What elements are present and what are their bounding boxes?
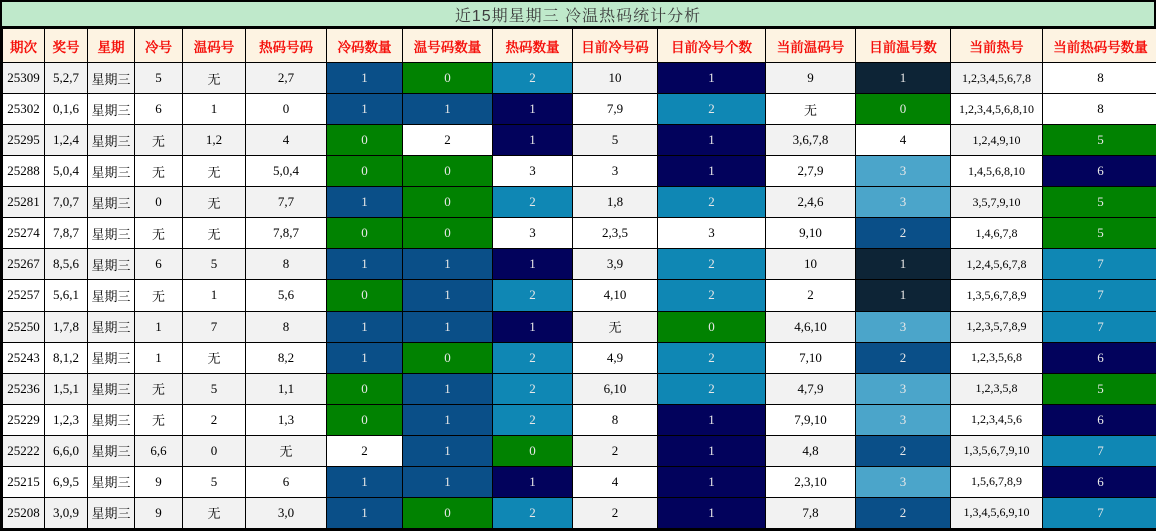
count-cell: 1 — [327, 187, 403, 218]
count-cell: 2 — [856, 218, 951, 249]
count-cell: 8 — [1043, 94, 1156, 125]
table-cell: 1,2,3,5,8 — [951, 373, 1043, 404]
table-cell: 4 — [246, 125, 327, 156]
table-cell: 6 — [246, 466, 327, 497]
table-cell: 1,4,6,7,8 — [951, 218, 1043, 249]
count-cell: 1 — [493, 94, 573, 125]
table-cell: 1,2,3,4,5,6,8,10 — [951, 94, 1043, 125]
table-cell: 1 — [135, 342, 183, 373]
count-cell: 0 — [403, 156, 493, 187]
count-cell: 5 — [1043, 187, 1156, 218]
statistics-table — [2, 28, 1156, 529]
table-cell: 4,10 — [573, 280, 658, 311]
column-header: 热码数量 — [493, 29, 573, 63]
table-cell: 星期三 — [88, 125, 135, 156]
table-cell: 无 — [135, 125, 183, 156]
table-cell: 0,1,6 — [45, 94, 88, 125]
table-row — [3, 280, 1156, 311]
count-cell: 3 — [856, 404, 951, 435]
table-cell: 6,9,5 — [45, 466, 88, 497]
table-cell: 9 — [135, 466, 183, 497]
column-header: 冷码数量 — [327, 29, 403, 63]
table-cell: 7,10 — [766, 342, 856, 373]
table-cell: 4,7,9 — [766, 373, 856, 404]
count-cell: 2 — [493, 342, 573, 373]
count-cell: 2 — [493, 373, 573, 404]
table-cell: 25250 — [3, 311, 45, 342]
table-cell: 1,2,3,4,5,6,7,8 — [951, 63, 1043, 94]
table-cell: 星期三 — [88, 63, 135, 94]
count-cell: 1 — [403, 280, 493, 311]
count-cell: 3 — [856, 187, 951, 218]
count-cell: 0 — [327, 404, 403, 435]
table-row — [3, 466, 1156, 497]
table-cell: 25208 — [3, 497, 45, 528]
table-cell: 5 — [573, 125, 658, 156]
table-row — [3, 342, 1156, 373]
table-cell: 5,0,4 — [45, 156, 88, 187]
table-cell: 无 — [135, 373, 183, 404]
count-cell: 1 — [327, 94, 403, 125]
count-cell: 1 — [856, 63, 951, 94]
table-row — [3, 373, 1156, 404]
table-cell: 星期三 — [88, 94, 135, 125]
count-cell: 1 — [327, 466, 403, 497]
table-row — [3, 125, 1156, 156]
count-cell: 6 — [1043, 156, 1156, 187]
count-cell: 6 — [1043, 404, 1156, 435]
table-cell: 8 — [573, 404, 658, 435]
count-cell: 7 — [1043, 497, 1156, 528]
table-cell: 星期三 — [88, 218, 135, 249]
table-cell: 25274 — [3, 218, 45, 249]
table-row — [3, 94, 1156, 125]
count-cell: 5 — [1043, 125, 1156, 156]
count-cell: 7 — [1043, 311, 1156, 342]
table-cell: 1,8 — [573, 187, 658, 218]
count-cell: 2 — [658, 373, 766, 404]
table-row — [3, 435, 1156, 466]
table-cell: 25243 — [3, 342, 45, 373]
count-cell: 3 — [493, 156, 573, 187]
count-cell: 5 — [1043, 373, 1156, 404]
count-cell: 5 — [1043, 218, 1156, 249]
count-cell: 2 — [856, 342, 951, 373]
table-cell: 3,0 — [246, 497, 327, 528]
table-cell: 25257 — [3, 280, 45, 311]
table-row — [3, 187, 1156, 218]
column-header: 目前冷号个数 — [658, 29, 766, 63]
table-cell: 无 — [183, 218, 246, 249]
table-row — [3, 497, 1156, 528]
table-cell: 2 — [573, 435, 658, 466]
table-cell: 无 — [183, 497, 246, 528]
count-cell: 1 — [403, 94, 493, 125]
table-cell: 1 — [183, 94, 246, 125]
table-cell: 2 — [766, 280, 856, 311]
table-cell: 8 — [246, 311, 327, 342]
count-cell: 6 — [1043, 466, 1156, 497]
count-cell: 2 — [327, 435, 403, 466]
count-cell: 2 — [658, 249, 766, 280]
count-cell: 0 — [403, 218, 493, 249]
column-header: 奖号 — [45, 29, 88, 63]
table-cell: 9 — [135, 497, 183, 528]
count-cell: 2 — [493, 187, 573, 218]
count-cell: 3 — [493, 218, 573, 249]
column-header: 目前温号数 — [856, 29, 951, 63]
table-cell: 1,2,3,4,5,6 — [951, 404, 1043, 435]
table-cell: 10 — [573, 63, 658, 94]
table-cell: 2,4,6 — [766, 187, 856, 218]
count-cell: 1 — [327, 497, 403, 528]
table-cell: 4,6,10 — [766, 311, 856, 342]
count-cell: 4 — [856, 125, 951, 156]
title-bar — [2, 2, 1154, 28]
table-cell: 6,6 — [135, 435, 183, 466]
table-cell: 星期三 — [88, 280, 135, 311]
count-cell: 1 — [658, 156, 766, 187]
table-cell: 4 — [573, 466, 658, 497]
count-cell: 0 — [403, 497, 493, 528]
table-cell: 星期三 — [88, 404, 135, 435]
count-cell: 3 — [856, 311, 951, 342]
table-cell: 1,5,1 — [45, 373, 88, 404]
table-cell: 7,8 — [766, 497, 856, 528]
table-cell: 8 — [246, 249, 327, 280]
table-cell: 1,1 — [246, 373, 327, 404]
table-row — [3, 218, 1156, 249]
table-cell: 6,6,0 — [45, 435, 88, 466]
count-cell: 1 — [403, 404, 493, 435]
table-cell: 8,2 — [246, 342, 327, 373]
table-cell: 6 — [135, 249, 183, 280]
count-cell: 1 — [403, 466, 493, 497]
count-cell: 2 — [493, 404, 573, 435]
table-cell: 1 — [135, 311, 183, 342]
table-cell: 25281 — [3, 187, 45, 218]
table-cell: 10 — [766, 249, 856, 280]
table-cell: 星期三 — [88, 156, 135, 187]
table-cell: 25229 — [3, 404, 45, 435]
count-cell: 0 — [856, 94, 951, 125]
table-cell: 7 — [183, 311, 246, 342]
table-cell: 7,8,7 — [45, 218, 88, 249]
table-cell: 25288 — [3, 156, 45, 187]
table-cell: 9,10 — [766, 218, 856, 249]
count-cell: 1 — [403, 373, 493, 404]
table-cell: 25222 — [3, 435, 45, 466]
table-cell: 8,1,2 — [45, 342, 88, 373]
table-cell: 1 — [183, 280, 246, 311]
table-cell: 4,9 — [573, 342, 658, 373]
table-cell: 0 — [135, 187, 183, 218]
count-cell: 7 — [1043, 249, 1156, 280]
page-title: 近15期星期三 冷温热码统计分析 — [454, 7, 702, 25]
table-cell: 1,2 — [183, 125, 246, 156]
count-cell: 2 — [493, 280, 573, 311]
count-cell: 1 — [327, 63, 403, 94]
table-cell: 2 — [573, 497, 658, 528]
count-cell: 2 — [856, 497, 951, 528]
table-cell: 1,3 — [246, 404, 327, 435]
column-header: 当前温码号 — [766, 29, 856, 63]
count-cell: 1 — [856, 249, 951, 280]
table-cell: 1,2,4 — [45, 125, 88, 156]
table-cell: 1,4,5,6,8,10 — [951, 156, 1043, 187]
count-cell: 1 — [327, 249, 403, 280]
table-cell: 2,3,10 — [766, 466, 856, 497]
table-cell: 星期三 — [88, 435, 135, 466]
count-cell: 0 — [658, 311, 766, 342]
count-cell: 0 — [327, 280, 403, 311]
table-cell: 5 — [183, 373, 246, 404]
count-cell: 1 — [327, 311, 403, 342]
table-cell: 2 — [183, 404, 246, 435]
table-cell: 2,3,5 — [573, 218, 658, 249]
table-cell: 5 — [183, 466, 246, 497]
count-cell: 3 — [856, 466, 951, 497]
count-cell: 0 — [327, 156, 403, 187]
count-cell: 1 — [658, 435, 766, 466]
table-cell: 无 — [246, 435, 327, 466]
column-header: 期次 — [3, 29, 45, 63]
count-cell: 2 — [493, 63, 573, 94]
table-cell: 25215 — [3, 466, 45, 497]
count-cell: 1 — [658, 404, 766, 435]
table-cell: 3,5,7,9,10 — [951, 187, 1043, 218]
count-cell: 1 — [493, 466, 573, 497]
table-cell: 无 — [135, 156, 183, 187]
table-cell: 2,7 — [246, 63, 327, 94]
count-cell: 0 — [403, 342, 493, 373]
count-cell: 3 — [658, 218, 766, 249]
table-cell: 6,10 — [573, 373, 658, 404]
table-row — [3, 311, 1156, 342]
table-cell: 8,5,6 — [45, 249, 88, 280]
count-cell: 1 — [327, 342, 403, 373]
table-cell: 1,3,5,6,7,9,10 — [951, 435, 1043, 466]
table-cell: 0 — [246, 94, 327, 125]
table-cell: 7,7 — [246, 187, 327, 218]
count-cell: 8 — [1043, 63, 1156, 94]
table-cell: 5,0,4 — [246, 156, 327, 187]
header-row — [3, 29, 1156, 63]
column-header: 星期 — [88, 29, 135, 63]
table-cell: 星期三 — [88, 497, 135, 528]
table-cell: 星期三 — [88, 311, 135, 342]
count-cell: 1 — [493, 311, 573, 342]
count-cell: 7 — [1043, 280, 1156, 311]
table-cell: 4,8 — [766, 435, 856, 466]
table-cell: 25236 — [3, 373, 45, 404]
table-cell: 5,2,7 — [45, 63, 88, 94]
table-cell: 0 — [183, 435, 246, 466]
table-cell: 无 — [135, 404, 183, 435]
count-cell: 0 — [403, 187, 493, 218]
table-row — [3, 249, 1156, 280]
table-cell: 5,6 — [246, 280, 327, 311]
table-cell: 25309 — [3, 63, 45, 94]
table-cell: 星期三 — [88, 373, 135, 404]
table-row — [3, 404, 1156, 435]
table-cell: 星期三 — [88, 249, 135, 280]
table-cell: 25267 — [3, 249, 45, 280]
table-cell: 1,2,4,5,6,7,8 — [951, 249, 1043, 280]
table-cell: 无 — [183, 342, 246, 373]
count-cell: 2 — [403, 125, 493, 156]
count-cell: 2 — [658, 187, 766, 218]
count-cell: 1 — [856, 280, 951, 311]
table-cell: 5,6,1 — [45, 280, 88, 311]
table-cell: 星期三 — [88, 342, 135, 373]
table-cell: 1,7,8 — [45, 311, 88, 342]
table-cell: 3 — [573, 156, 658, 187]
count-cell: 1 — [493, 249, 573, 280]
table-row — [3, 156, 1156, 187]
table-cell: 7,0,7 — [45, 187, 88, 218]
table-cell: 25295 — [3, 125, 45, 156]
column-header: 温号码数量 — [403, 29, 493, 63]
table-cell: 无 — [183, 187, 246, 218]
count-cell: 1 — [658, 125, 766, 156]
table-cell: 2,7,9 — [766, 156, 856, 187]
column-header: 热码号码 — [246, 29, 327, 63]
count-cell: 1 — [658, 497, 766, 528]
table-cell: 7,9 — [573, 94, 658, 125]
table-cell: 无 — [183, 156, 246, 187]
count-cell: 0 — [327, 373, 403, 404]
table-cell: 6 — [135, 94, 183, 125]
count-cell: 0 — [327, 218, 403, 249]
count-cell: 6 — [1043, 342, 1156, 373]
column-header: 目前冷号码 — [573, 29, 658, 63]
count-cell: 2 — [856, 435, 951, 466]
table-cell: 星期三 — [88, 187, 135, 218]
table-cell: 1,5,6,7,8,9 — [951, 466, 1043, 497]
count-cell: 3 — [856, 373, 951, 404]
column-header: 温码号 — [183, 29, 246, 63]
count-cell: 1 — [403, 249, 493, 280]
table-cell: 9 — [766, 63, 856, 94]
table-cell: 7,9,10 — [766, 404, 856, 435]
count-cell: 1 — [403, 435, 493, 466]
count-cell: 0 — [403, 63, 493, 94]
table-cell: 1,3,5,6,7,8,9 — [951, 280, 1043, 311]
table-cell: 1,2,3,5,6,8 — [951, 342, 1043, 373]
table-cell: 1,2,3 — [45, 404, 88, 435]
count-cell: 2 — [493, 497, 573, 528]
table-row — [3, 63, 1156, 94]
count-cell: 2 — [658, 94, 766, 125]
count-cell: 1 — [658, 466, 766, 497]
column-header: 当前热码号数量 — [1043, 29, 1156, 63]
table-cell: 5 — [183, 249, 246, 280]
count-cell: 7 — [1043, 435, 1156, 466]
table-cell: 无 — [183, 63, 246, 94]
table-cell: 25302 — [3, 94, 45, 125]
count-cell: 1 — [493, 125, 573, 156]
table-cell: 1,2,4,9,10 — [951, 125, 1043, 156]
table-cell: 3,6,7,8 — [766, 125, 856, 156]
table-cell: 1,2,3,5,7,8,9 — [951, 311, 1043, 342]
table-cell: 5 — [135, 63, 183, 94]
table-cell: 7,8,7 — [246, 218, 327, 249]
table-cell: 无 — [766, 94, 856, 125]
count-cell: 2 — [658, 280, 766, 311]
table-cell: 3,0,9 — [45, 497, 88, 528]
count-cell: 1 — [403, 311, 493, 342]
count-cell: 3 — [856, 156, 951, 187]
table-cell: 1,3,4,5,6,9,10 — [951, 497, 1043, 528]
column-header: 冷号 — [135, 29, 183, 63]
count-cell: 0 — [327, 125, 403, 156]
table-cell: 无 — [573, 311, 658, 342]
table-cell: 星期三 — [88, 466, 135, 497]
table-cell: 3,9 — [573, 249, 658, 280]
count-cell: 0 — [493, 435, 573, 466]
count-cell: 1 — [658, 63, 766, 94]
table-cell: 无 — [135, 218, 183, 249]
column-header: 当前热号 — [951, 29, 1043, 63]
count-cell: 2 — [658, 342, 766, 373]
table-cell: 无 — [135, 280, 183, 311]
